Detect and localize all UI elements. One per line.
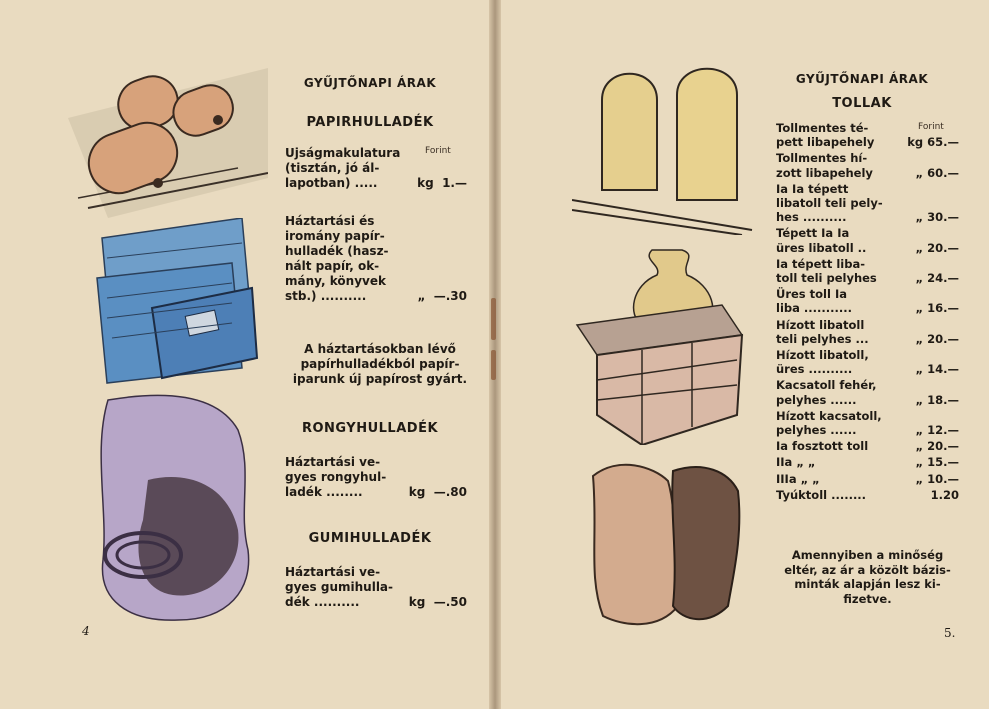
price-value: „ 20.—	[915, 331, 959, 346]
item-text: gyes gumihulla-	[285, 580, 394, 594]
item-text: Tépett Ia Ia	[776, 226, 850, 241]
price-value: „ 24.—	[915, 271, 959, 286]
page-number: 4	[82, 624, 90, 638]
item-text: stb.) ..........	[285, 289, 367, 303]
price-value: „ 18.—	[915, 392, 959, 407]
price-item	[776, 287, 959, 315]
price-item	[776, 121, 959, 149]
price-value: kg —.50	[408, 595, 467, 609]
paper-rolls-illustration	[68, 58, 268, 218]
price-value: „ 20.—	[915, 439, 959, 454]
price-value: „ —.30	[417, 289, 467, 303]
price-row	[776, 332, 959, 346]
item-text: gyes rongyhul-	[285, 470, 387, 484]
price-value: „ 30.—	[915, 210, 959, 225]
item-text: Háztartási és	[285, 214, 375, 228]
price-row	[776, 488, 959, 502]
item-text: pelyhes ......	[776, 392, 857, 407]
feather-crate-illustration	[572, 245, 747, 445]
price-item	[776, 257, 959, 285]
page-number: 5.	[944, 626, 956, 640]
binding-stitch	[491, 350, 496, 380]
price-item	[776, 318, 959, 346]
item-text: Háztartási ve-	[285, 455, 381, 469]
price-value: „ 60.—	[915, 165, 959, 180]
price-row	[776, 472, 959, 486]
note-line: eltér, az ár a közölt bázis-	[784, 562, 951, 577]
note-line: fizetve.	[843, 591, 892, 606]
price-row	[776, 271, 959, 285]
item-text: Hízott libatoll	[776, 317, 865, 332]
price-row	[776, 210, 959, 224]
paper-section-title: PAPIRHULLADÉK	[306, 115, 434, 130]
price-value: kg —.80	[408, 485, 467, 499]
item-text: zott libapehely	[776, 165, 873, 180]
feathers-note	[770, 548, 965, 606]
rag-section-title: RONGYHULLADÉK	[301, 421, 439, 436]
price-value: „ 10.—	[915, 471, 959, 486]
item-text: Ia fosztott toll	[776, 439, 869, 454]
note-line: Amennyiben a minőség	[791, 548, 944, 562]
price-item	[776, 226, 959, 254]
item-text: Tollmentes té-	[776, 121, 869, 135]
price-row	[776, 166, 959, 180]
feather-bags-illustration	[572, 60, 762, 235]
price-row	[285, 289, 467, 304]
price-value: kg 1.—	[417, 176, 467, 190]
price-value: „ 20.—	[915, 240, 959, 255]
item-text: IIa „ „	[776, 455, 816, 470]
item-text: Ia Ia tépett	[776, 181, 849, 196]
price-row	[285, 485, 467, 500]
note-line: iparunk új papírost gyárt.	[292, 372, 468, 386]
price-row	[776, 362, 959, 376]
animal-hides-illustration	[578, 456, 748, 631]
price-value: kg 65.—	[907, 135, 959, 150]
price-value: 1.20	[930, 487, 959, 502]
price-row	[776, 135, 959, 149]
price-value: „ 16.—	[915, 301, 959, 316]
right-page	[500, 0, 989, 709]
item-text: libatoll teli pely-	[776, 196, 883, 211]
item-text: üres libatoll ..	[776, 240, 867, 255]
item-text: liba ...........	[776, 301, 852, 316]
feather-price-list	[776, 121, 959, 504]
item-text: hes ..........	[776, 210, 847, 225]
item-text: mány, könyvek	[285, 274, 386, 288]
price-row	[285, 176, 467, 191]
item-text: Hízott kacsatoll,	[776, 408, 882, 423]
item-text: dék ..........	[285, 595, 360, 609]
price-item	[776, 182, 959, 225]
item-text: lapotban) .....	[285, 176, 378, 190]
left-page-header: GYŰJTŐNAPI ÁRAK	[303, 76, 437, 90]
price-item	[285, 146, 467, 191]
binding-stitch	[491, 298, 496, 340]
item-text: hulladék (hasz-	[285, 244, 389, 258]
price-row	[776, 423, 959, 437]
currency-unit-label: Forint	[425, 146, 451, 156]
price-item	[285, 565, 467, 610]
item-text: pelyhes ......	[776, 423, 857, 438]
price-row	[776, 455, 959, 469]
item-text: pett libapehely	[776, 135, 875, 150]
item-text: nált papír, ok-	[285, 259, 380, 273]
item-text: Üres toll Ia	[776, 287, 847, 302]
item-text: teli pelyhes ...	[776, 331, 869, 346]
price-item	[285, 455, 467, 500]
rubber-section-title: GUMIHULLADÉK	[308, 531, 432, 546]
paper-stack-illustration	[92, 218, 262, 398]
feathers-title: TOLLAK	[832, 96, 892, 111]
item-text: iromány papír-	[285, 229, 385, 243]
paper-note	[285, 342, 475, 387]
price-row	[776, 393, 959, 407]
price-row	[776, 439, 959, 453]
price-row	[776, 301, 959, 315]
item-text: Kacsatoll fehér,	[776, 378, 877, 393]
note-line: papírhulladékból papír-	[300, 357, 460, 371]
price-item	[776, 151, 959, 179]
item-text: Tyúktoll ........	[776, 487, 867, 502]
item-text: ladék ........	[285, 485, 363, 499]
price-item	[776, 378, 959, 406]
note-line: A háztartásokban lévő	[304, 342, 456, 356]
item-text: (tisztán, jó ál-	[285, 161, 380, 175]
left-page	[0, 0, 490, 709]
note-line: minták alapján lesz ki-	[794, 577, 941, 591]
item-text: toll teli pelyhes	[776, 271, 877, 286]
item-text: Háztartási ve-	[285, 565, 381, 579]
item-text: Hízott libatoll,	[776, 348, 869, 363]
currency-unit-label: Forint	[918, 122, 944, 132]
rags-illustration	[88, 390, 263, 625]
price-value: „ 12.—	[915, 423, 959, 438]
item-text: üres ..........	[776, 362, 853, 377]
item-text: Ia tépett liba-	[776, 256, 866, 271]
item-text: Tollmentes hí-	[776, 151, 868, 166]
price-item	[776, 348, 959, 376]
price-item	[776, 409, 959, 437]
price-row	[285, 595, 467, 610]
item-text: Ujságmakulatura	[285, 146, 401, 160]
price-item	[285, 214, 467, 304]
price-row	[776, 241, 959, 255]
price-value: „ 15.—	[915, 455, 959, 470]
price-value: „ 14.—	[915, 362, 959, 377]
item-text: IIIa „ „	[776, 471, 820, 486]
right-page-header: GYŰJTŐNAPI ÁRAK	[795, 72, 929, 86]
